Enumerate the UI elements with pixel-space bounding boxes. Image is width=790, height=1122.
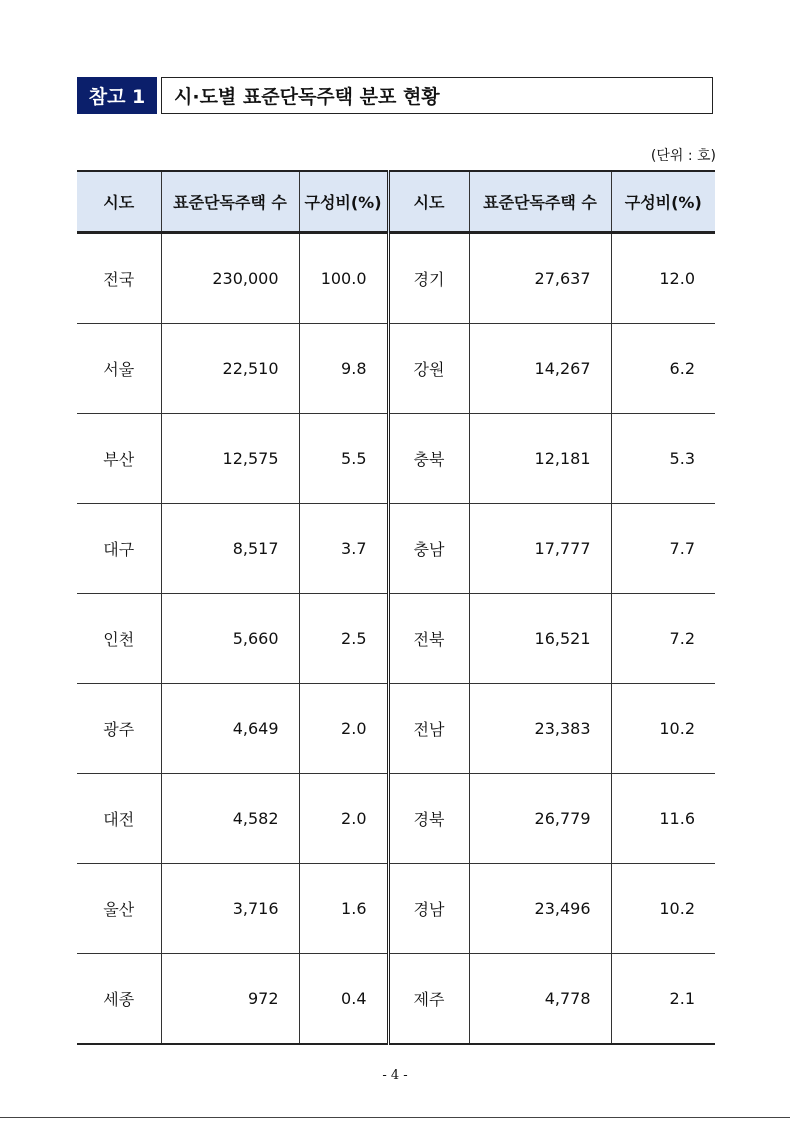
ratio-cell: 2.0 [299, 684, 388, 774]
count-cell: 23,496 [469, 864, 611, 954]
header-ratio: 구성비(%) [299, 171, 388, 233]
count-cell: 972 [161, 954, 299, 1045]
count-cell: 4,649 [161, 684, 299, 774]
table-row [77, 684, 715, 774]
region-cell: 세종 [77, 954, 161, 1045]
table-row [77, 414, 715, 504]
ratio-cell: 11.6 [611, 774, 715, 864]
ratio-cell: 5.5 [299, 414, 388, 504]
count-cell: 4,778 [469, 954, 611, 1045]
section-title: 시·도별 표준단독주택 분포 현황 [161, 77, 713, 114]
region-cell: 광주 [77, 684, 161, 774]
page-number: - 4 - [382, 1068, 408, 1083]
region-cell: 경남 [388, 864, 469, 954]
region-cell: 경북 [388, 774, 469, 864]
count-cell: 27,637 [469, 233, 611, 324]
region-cell: 강원 [388, 324, 469, 414]
region-cell: 전국 [77, 233, 161, 324]
region-cell: 전남 [388, 684, 469, 774]
ratio-cell: 10.2 [611, 684, 715, 774]
ratio-cell: 7.7 [611, 504, 715, 594]
region-cell: 경기 [388, 233, 469, 324]
unit-note: (단위 : 호) [650, 148, 716, 164]
table-row [77, 233, 715, 324]
table-row [77, 864, 715, 954]
bottom-divider [0, 1117, 790, 1118]
table-row [77, 594, 715, 684]
ratio-cell: 2.0 [299, 774, 388, 864]
count-cell: 4,582 [161, 774, 299, 864]
ratio-cell: 0.4 [299, 954, 388, 1045]
region-cell: 충북 [388, 414, 469, 504]
region-cell: 울산 [77, 864, 161, 954]
reference-tag: 참고 1 [77, 77, 157, 114]
ratio-cell: 1.6 [299, 864, 388, 954]
ratio-cell: 9.8 [299, 324, 388, 414]
count-cell: 230,000 [161, 233, 299, 324]
count-cell: 5,660 [161, 594, 299, 684]
count-cell: 12,181 [469, 414, 611, 504]
region-cell: 인천 [77, 594, 161, 684]
region-cell: 충남 [388, 504, 469, 594]
distribution-table [77, 170, 715, 1045]
region-cell: 대구 [77, 504, 161, 594]
count-cell: 16,521 [469, 594, 611, 684]
ratio-cell: 2.5 [299, 594, 388, 684]
header-region: 시도 [77, 171, 161, 233]
count-cell: 8,517 [161, 504, 299, 594]
region-cell: 서울 [77, 324, 161, 414]
count-cell: 12,575 [161, 414, 299, 504]
table-row [77, 774, 715, 864]
section-heading [77, 77, 713, 114]
ratio-cell: 2.1 [611, 954, 715, 1045]
ratio-cell: 100.0 [299, 233, 388, 324]
region-cell: 대전 [77, 774, 161, 864]
count-cell: 3,716 [161, 864, 299, 954]
region-cell: 제주 [388, 954, 469, 1045]
table-row [77, 504, 715, 594]
count-cell: 26,779 [469, 774, 611, 864]
ratio-cell: 3.7 [299, 504, 388, 594]
header-count: 표준단독주택 수 [161, 171, 299, 233]
region-cell: 부산 [77, 414, 161, 504]
ratio-cell: 5.3 [611, 414, 715, 504]
region-cell: 전북 [388, 594, 469, 684]
count-cell: 23,383 [469, 684, 611, 774]
count-cell: 14,267 [469, 324, 611, 414]
ratio-cell: 7.2 [611, 594, 715, 684]
header-count: 표준단독주택 수 [469, 171, 611, 233]
ratio-cell: 6.2 [611, 324, 715, 414]
table-header-row [77, 171, 715, 233]
count-cell: 17,777 [469, 504, 611, 594]
header-ratio: 구성비(%) [611, 171, 715, 233]
ratio-cell: 10.2 [611, 864, 715, 954]
table-row [77, 954, 715, 1045]
count-cell: 22,510 [161, 324, 299, 414]
header-region: 시도 [388, 171, 469, 233]
table-row [77, 324, 715, 414]
ratio-cell: 12.0 [611, 233, 715, 324]
